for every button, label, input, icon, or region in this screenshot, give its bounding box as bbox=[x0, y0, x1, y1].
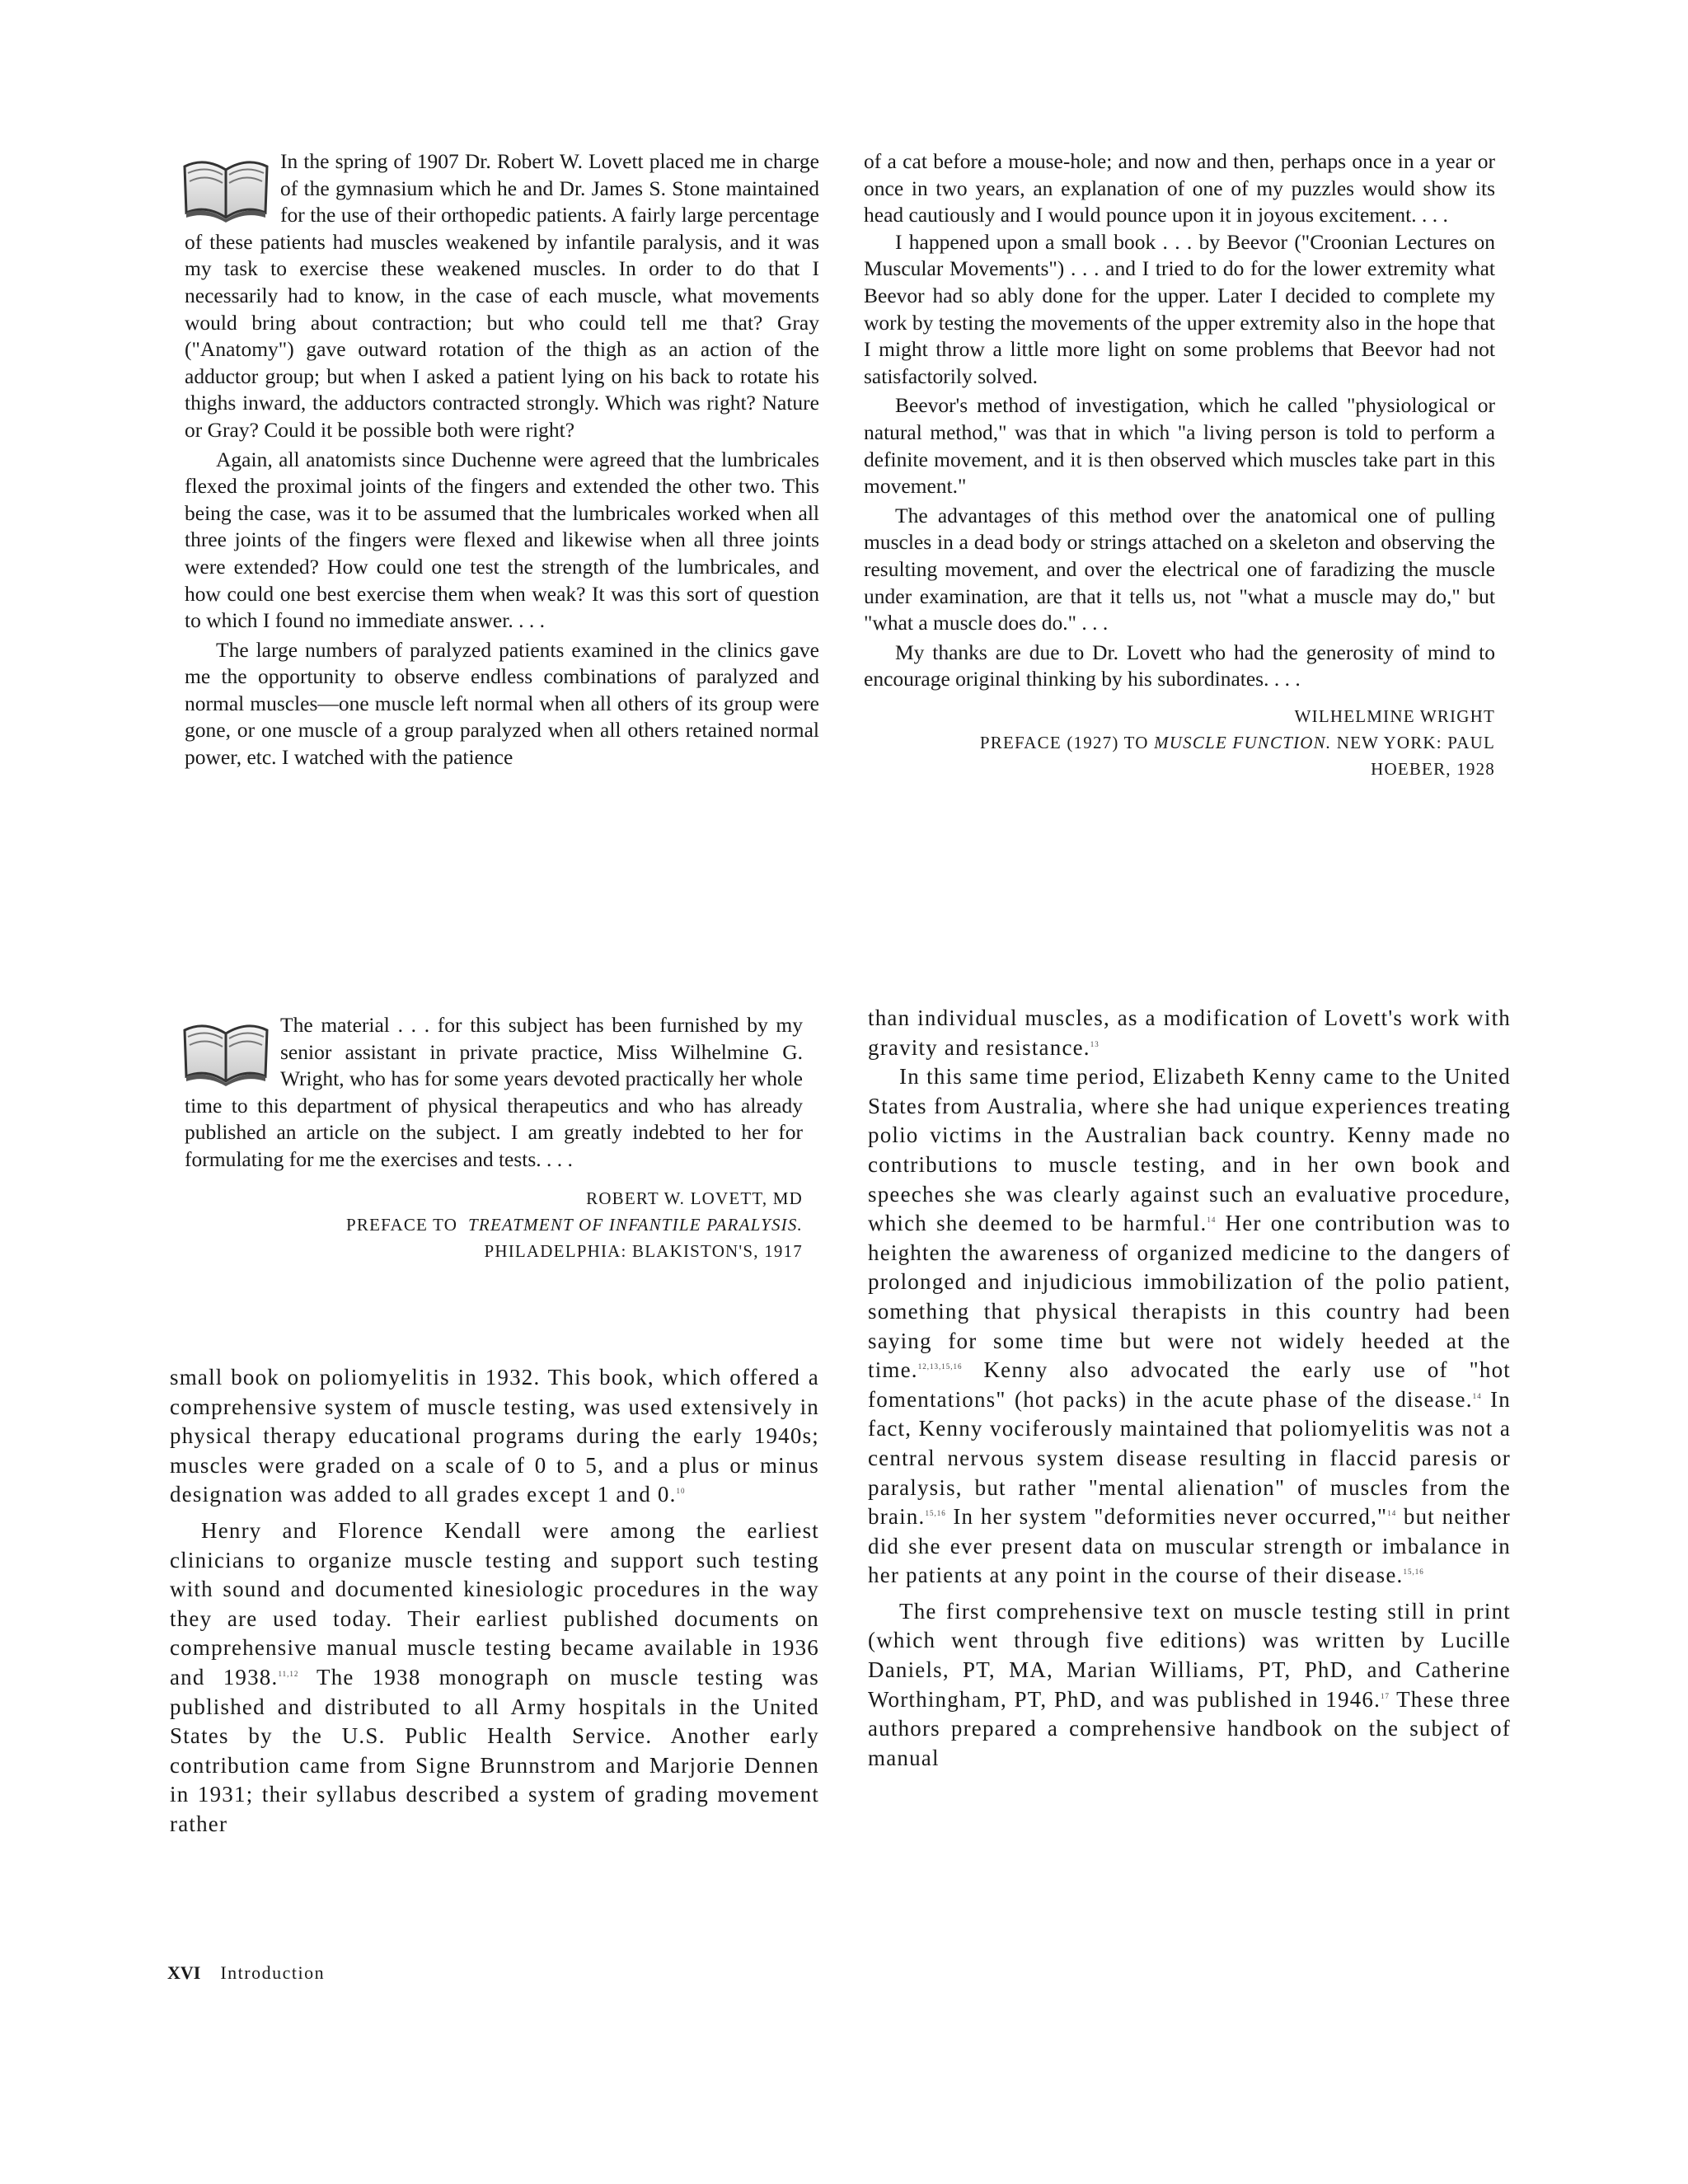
quote1-right-paragraph-3: Beevor's method of investigation, which he called "physiological or natural method," was that in which "a living person is told to perform a definite movement, and it is then observed which muscles take part in this movement." bbox=[864, 393, 1495, 499]
quote2-attribution-author: ROBERT W. LOVETT, MD bbox=[586, 1188, 803, 1208]
body-right-paragraph-2-text-b: Her one contribution was to heighten the awareness of organized medicine to the dangers of prolonged and injudicious immobilization of the polio patient, something that physical therapists in this country had been saying for some time but were not widely heeded at the time. bbox=[868, 1211, 1511, 1383]
body-right-paragraph-3 bbox=[868, 1597, 1511, 1774]
reference-marker: 15,16 bbox=[1403, 1568, 1424, 1577]
body-right-paragraph-2-text-c: Kenny also advocated the early use of "hot fomentations" (hot packs) in the acute phase of the disease. bbox=[868, 1357, 1511, 1412]
body-right-paragraph-2-text-a: In this same time period, Elizabeth Kenny came to the United States from Australia, where she had unique experiences treating polio victims in the Australian back country. Kenny made no contributions to muscle testing, and in her own book and speeches she was clearly against such an evaluative procedure, which she deemed to be harmful. bbox=[868, 1064, 1511, 1236]
quote1-source-title: MUSCLE FUNCTION. bbox=[1154, 732, 1332, 752]
quote1-right-paragraph-4: The advantages of this method over the anatomical one of pulling muscles in a dead body or strings attached on a skeleton and observing the resulting movement, and over the electrical one of faradizing the muscle under examination, are that it tells us, not "what a muscle may do," but "what a muscle does do." . . . bbox=[864, 503, 1495, 635]
body-right-column bbox=[868, 1004, 1511, 1773]
quote1-left-column bbox=[185, 148, 819, 771]
open-book-icon bbox=[180, 1012, 272, 1088]
reference-marker: 12,13,15,16 bbox=[917, 1362, 963, 1371]
body-right-paragraph-1 bbox=[868, 1004, 1511, 1062]
quote2-paragraph: The material . . . for this subject has been furnished by my senior assistant in private practice, Miss Wilhelmine G. Wright, who has for some years devoted practically her whole time to this department of physical therapeutics and who has already published an article on the subject. I am greatly indebted to her for formulating for me the exercises and tests. . . . bbox=[185, 1013, 803, 1171]
quote2-source-prefix: PREFACE TO bbox=[346, 1214, 458, 1235]
quote1-right-paragraph-1: of a cat before a mouse-hole; and now and then, perhaps once in a year or once in two years, an explanation of one of my puzzles would show its head cautiously and I would pounce upon it in joyous excitement. . . . bbox=[864, 149, 1495, 227]
body-right-paragraph-2 bbox=[868, 1062, 1511, 1591]
body-left-paragraph-2 bbox=[170, 1516, 819, 1840]
body-right-paragraph-2-text-e: In her system "deformities never occurred," bbox=[945, 1504, 1388, 1530]
body-left-paragraph-1-text: small book on poliomyelitis in 1932. This book, which offered a comprehensive system of muscle testing, was used extensively in physical therapy educational programs during the early 1940s; muscles were graded on a scale of 0 to 5, and a plus or minus designation was added to all grades except 1 and 0. bbox=[170, 1365, 819, 1507]
quote1-right-paragraph-2: I happened upon a small book . . . by Beevor ("Croonian Lectures on Muscular Movements") . . . and I tried to do for the lower extremity what Beevor had so ably done for the upper. Later I decided to complete my work by testing the movements of the upper extremity also in the hope that I might throw a little more light on some problems that Beevor had not satisfactorily solved. bbox=[864, 229, 1495, 388]
quote1-source-prefix: PREFACE (1927) TO bbox=[979, 732, 1149, 752]
quote2-column bbox=[185, 1012, 803, 1264]
reference-marker: 14 bbox=[1387, 1509, 1397, 1518]
quote1-attribution-author: WILHELMINE WRIGHT bbox=[1294, 705, 1495, 726]
body-left-column bbox=[170, 1363, 819, 1840]
body-left-paragraph-2-text-a: Henry and Florence Kendall were among the earliest clinicians to organize muscle testing and support such testing with sound and documented kinesiologic procedures in the way they are used today. Their earliest published documents on comprehensive manual muscle testing became available in 1936 and 1938. bbox=[170, 1517, 819, 1690]
quote2-attribution-publisher: PHILADELPHIA: BLAKISTON'S, 1917 bbox=[484, 1240, 803, 1261]
quote1-left-paragraph-3: The large numbers of paralyzed patients examined in the clinics gave me the opportunity to observe endless combinations of paralyzed and normal muscles—one muscle left normal when all others of its group were gone, or one muscle of a group paralyzed when all others retained normal power, etc. I watched with the patience bbox=[185, 637, 819, 770]
quote2-attribution-source bbox=[185, 1212, 803, 1238]
reference-marker: 17 bbox=[1381, 1691, 1390, 1700]
quote1-left-paragraph-1: In the spring of 1907 Dr. Robert W. Lovett placed me in charge of the gymnasium which he and Dr. James S. Stone maintained for the use of their orthopedic patients. A fairly large percentage of these patients had muscles weakened by infantile paralysis, and it was my task to exercise these weakened muscles. In order to do that I necessarily had to know, in the case of each muscle, what movements would bring about contraction; but who could tell me that? Gray ("Anatomy") gave outward rotation of the thigh as an action of the adductor group; but when I asked a patient lying on his back to rotate his thighs inward, the adductors contracted strongly. Which was right? Nature or Gray? Could it be possible both were right? bbox=[185, 149, 819, 442]
reference-marker: 14 bbox=[1472, 1391, 1482, 1400]
body-left-paragraph-1 bbox=[170, 1363, 819, 1510]
quote1-source-suffix: NEW YORK: PAUL bbox=[1336, 732, 1495, 752]
quote1-attribution-source bbox=[864, 729, 1495, 756]
page-footer bbox=[167, 1962, 325, 1984]
body-left-paragraph-2-text-b: The 1938 monograph on muscle testing was published and distributed to all Army hospitals in the United States by the U.S. Public Health Service. Another early contribution came from Signe Brunnstrom and Marjorie Dennen in 1931; their syllabus described a system of grading movement rather bbox=[170, 1664, 819, 1836]
open-book-icon bbox=[180, 148, 272, 224]
body-right-paragraph-3-text-b: These three authors prepared a comprehensive handbook on the subject of manual bbox=[868, 1686, 1512, 1770]
reference-marker: 14 bbox=[1207, 1216, 1217, 1225]
reference-marker: 11,12 bbox=[278, 1669, 299, 1678]
reference-marker: 10 bbox=[676, 1487, 686, 1496]
page-number: XVI bbox=[167, 1962, 201, 1983]
body-right-paragraph-2-text-d: In fact, Kenny vociferously maintained that poliomyelitis was not a central nervous system disease resulting in flaccid paresis or paralysis, but rather "mental alienation" of muscles from the brain. bbox=[868, 1386, 1511, 1530]
quote1-attribution-publisher: HOEBER, 1928 bbox=[1371, 758, 1495, 779]
quote1-right-column bbox=[864, 148, 1495, 782]
reference-marker: 13 bbox=[1090, 1039, 1100, 1048]
quote1-left-paragraph-2: Again, all anatomists since Duchenne were agreed that the lumbricales flexed the proximal joints of the fingers and extended the other two. This being the case, was it to be assumed that the lumbricales worked when all three joints of the fingers were flexed and likewise when all three joints were extended? How could one test the strength of the lumbricales, and how could one best exercise them when weak? It was this sort of question to which I found no immediate answer. . . . bbox=[185, 447, 819, 633]
quote1-right-paragraph-5: My thanks are due to Dr. Lovett who had the generosity of mind to encourage original thinking by his subordinates. . . . bbox=[864, 640, 1495, 691]
body-right-paragraph-2-text-f: but neither did she ever present data on muscular strength or imbalance in her patients at any point in the course of their disease. bbox=[868, 1504, 1511, 1588]
quote2-source-title: TREATMENT OF INFANTILE PARALYSIS. bbox=[468, 1214, 803, 1235]
reference-marker: 15,16 bbox=[925, 1509, 946, 1518]
body-right-paragraph-1-text: than individual muscles, as a modification of Lovett's work with gravity and resistance. bbox=[868, 1005, 1511, 1060]
body-right-paragraph-3-text-a: The first comprehensive text on muscle testing still in print (which went through five editions) was written by Lucille Daniels, PT, MA, Marian Williams, PT, PhD, and Catherine Worthingham, PT, PhD, and was published in 1946. bbox=[868, 1598, 1511, 1712]
section-name: Introduction bbox=[220, 1962, 326, 1983]
